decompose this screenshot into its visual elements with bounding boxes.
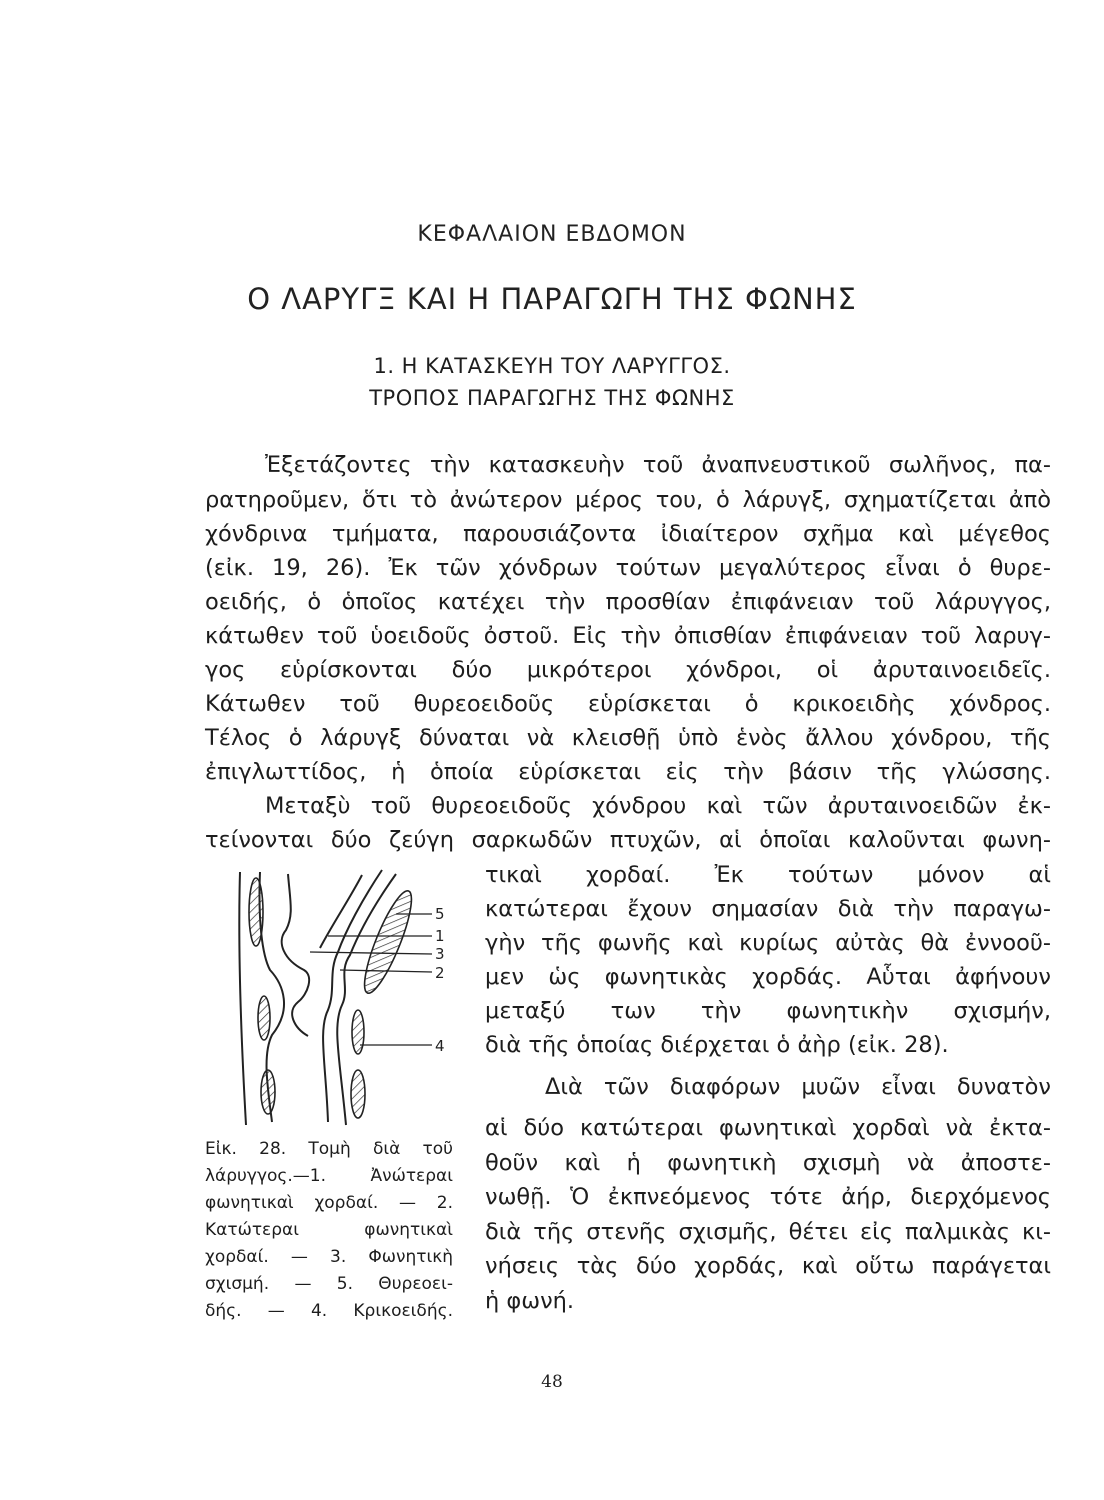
body-line: γὴν τῆς φωνῆς καὶ κυρίως αὐτὰς θὰ ἐννοοῦ- [485,930,1051,956]
body-line: διὰ τῆς ὁποίας διέρχεται ὁ ἀὴρ (εἰκ. 28). [485,1032,949,1058]
body-line: ἡ φωνή. [485,1288,575,1314]
body-line: κατώτεραι ἔχουν σημασίαν διὰ τὴν παραγω- [485,896,1051,922]
chapter-title: Ο ΛΑΡΥΓΞ ΚΑΙ Η ΠΑΡΑΓΩΓΗ ΤΗΣ ΦΩΝΗΣ [247,282,857,316]
figure-label: 3 [435,945,445,963]
figure-caption-line: σχισμή. — 5. Θυρεοει- [205,1274,453,1294]
body-line: ρατηροῦμεν, ὅτι τὸ ἀνώτερον μέρος του, ὁ λάρυγξ, σχηματίζεται ἀπὸ [205,487,1051,513]
body-line: οειδής, ὁ ὁποῖος κατέχει τὴν προσθίαν ἐπιφάνειαν τοῦ λάρυγγος, [205,589,1051,615]
body-line: Διὰ τῶν διαφόρων μυῶν εἶναι δυνατὸν [545,1074,1051,1100]
body-line: διὰ τῆς στενῆς σχισμῆς, θέτει εἰς παλμικὰς κι- [485,1219,1051,1245]
section-heading-line-1: 1. Η ΚΑΤΑΣΚΕΥΗ ΤΟΥ ΛΑΡΥΓΓΟΣ. [373,354,731,378]
figure-label: 1 [435,927,445,945]
body-line: κάτωθεν τοῦ ὑοειδοῦς ὀστοῦ. Εἰς τὴν ὀπισθίαν ἐπιφάνειαν τοῦ λαρυγ- [205,623,1051,649]
figure-caption-line: φωνητικαὶ χορδαί. — 2. [205,1193,453,1213]
body-line: γος εὑρίσκονται δύο μικρότεροι χόνδροι, οἱ ἀρυταινοειδεῖς. [205,657,1051,683]
body-line: ἐπιγλωττίδος, ἡ ὁποία εὑρίσκεται εἰς τὴν βάσιν τῆς γλώσσης. [205,759,1051,785]
figure-caption-line: χορδαί. — 3. Φωνητικὴ [205,1247,453,1267]
body-line: αἱ δύο κατώτεραι φωνητικαὶ χορδαὶ νὰ ἐκτα- [485,1115,1051,1141]
figure-caption-line: λάρυγγος.—1. Ἀνώτεραι [205,1166,453,1186]
figure-label: 2 [435,964,445,982]
body-line: μεταξύ των τὴν φωνητικὴν σχισμήν, [485,998,1051,1024]
figure-caption-line: Εἰκ. 28. Τομὴ διὰ τοῦ [205,1139,453,1159]
body-line: Τέλος ὁ λάρυγξ δύναται νὰ κλεισθῇ ὑπὸ ἑνὸς ἄλλου χόνδρου, τῆς [205,725,1051,751]
page-number: 48 [541,1372,563,1392]
body-line: τείνονται δύο ζεύγη σαρκωδῶν πτυχῶν, αἱ ὁποῖαι καλοῦνται φωνη- [205,827,1051,853]
figure-label: 4 [435,1037,445,1055]
body-line: νωθῇ. Ὁ ἐκπνεόμενος τότε ἀήρ, διερχόμενος [485,1184,1051,1210]
larynx-section-figure [200,860,480,1130]
body-line: (εἰκ. 19, 26). Ἐκ τῶν χόνδρων τούτων μεγαλύτερος εἶναι ὁ θυρε- [205,555,1051,581]
figure-label: 5 [435,905,445,923]
body-line: χόνδρινα τμήματα, παρουσιάζοντα ἰδιαίτερον σχῆμα καὶ μέγεθος [205,521,1051,547]
body-line: Ἐξετάζοντες τὴν κατασκευὴν τοῦ ἀναπνευστικοῦ σωλῆνος, πα- [265,452,1051,478]
body-line: μεν ὡς φωνητικὰς χορδάς. Αὗται ἀφήνουν [485,964,1051,990]
figure-caption-line: δής. — 4. Κρικοειδής. [205,1301,453,1321]
body-line: τικαὶ χορδαί. Ἐκ τούτων μόνον αἱ [485,862,1051,888]
body-line: θοῦν καὶ ἡ φωνητικὴ σχισμὴ νὰ ἀποστε- [485,1150,1051,1176]
body-line: νήσεις τὰς δύο χορδάς, καὶ οὕτω παράγεται [485,1253,1051,1279]
chapter-heading: ΚΕΦΑΛΑΙΟΝ ΕΒΔΟΜΟΝ [417,222,687,247]
section-heading-line-2: ΤΡΟΠΟΣ ΠΑΡΑΓΩΓΗΣ ΤΗΣ ΦΩΝΗΣ [369,386,735,410]
body-line: Μεταξὺ τοῦ θυρεοειδοῦς χόνδρου καὶ τῶν ἀρυταινοειδῶν ἐκ- [265,793,1051,819]
body-line: Κάτωθεν τοῦ θυρεοειδοῦς εὑρίσκεται ὁ κρικοειδὴς χόνδρος. [205,691,1051,717]
figure-caption-line: Κατώτεραι φωνητικαὶ [205,1220,453,1240]
